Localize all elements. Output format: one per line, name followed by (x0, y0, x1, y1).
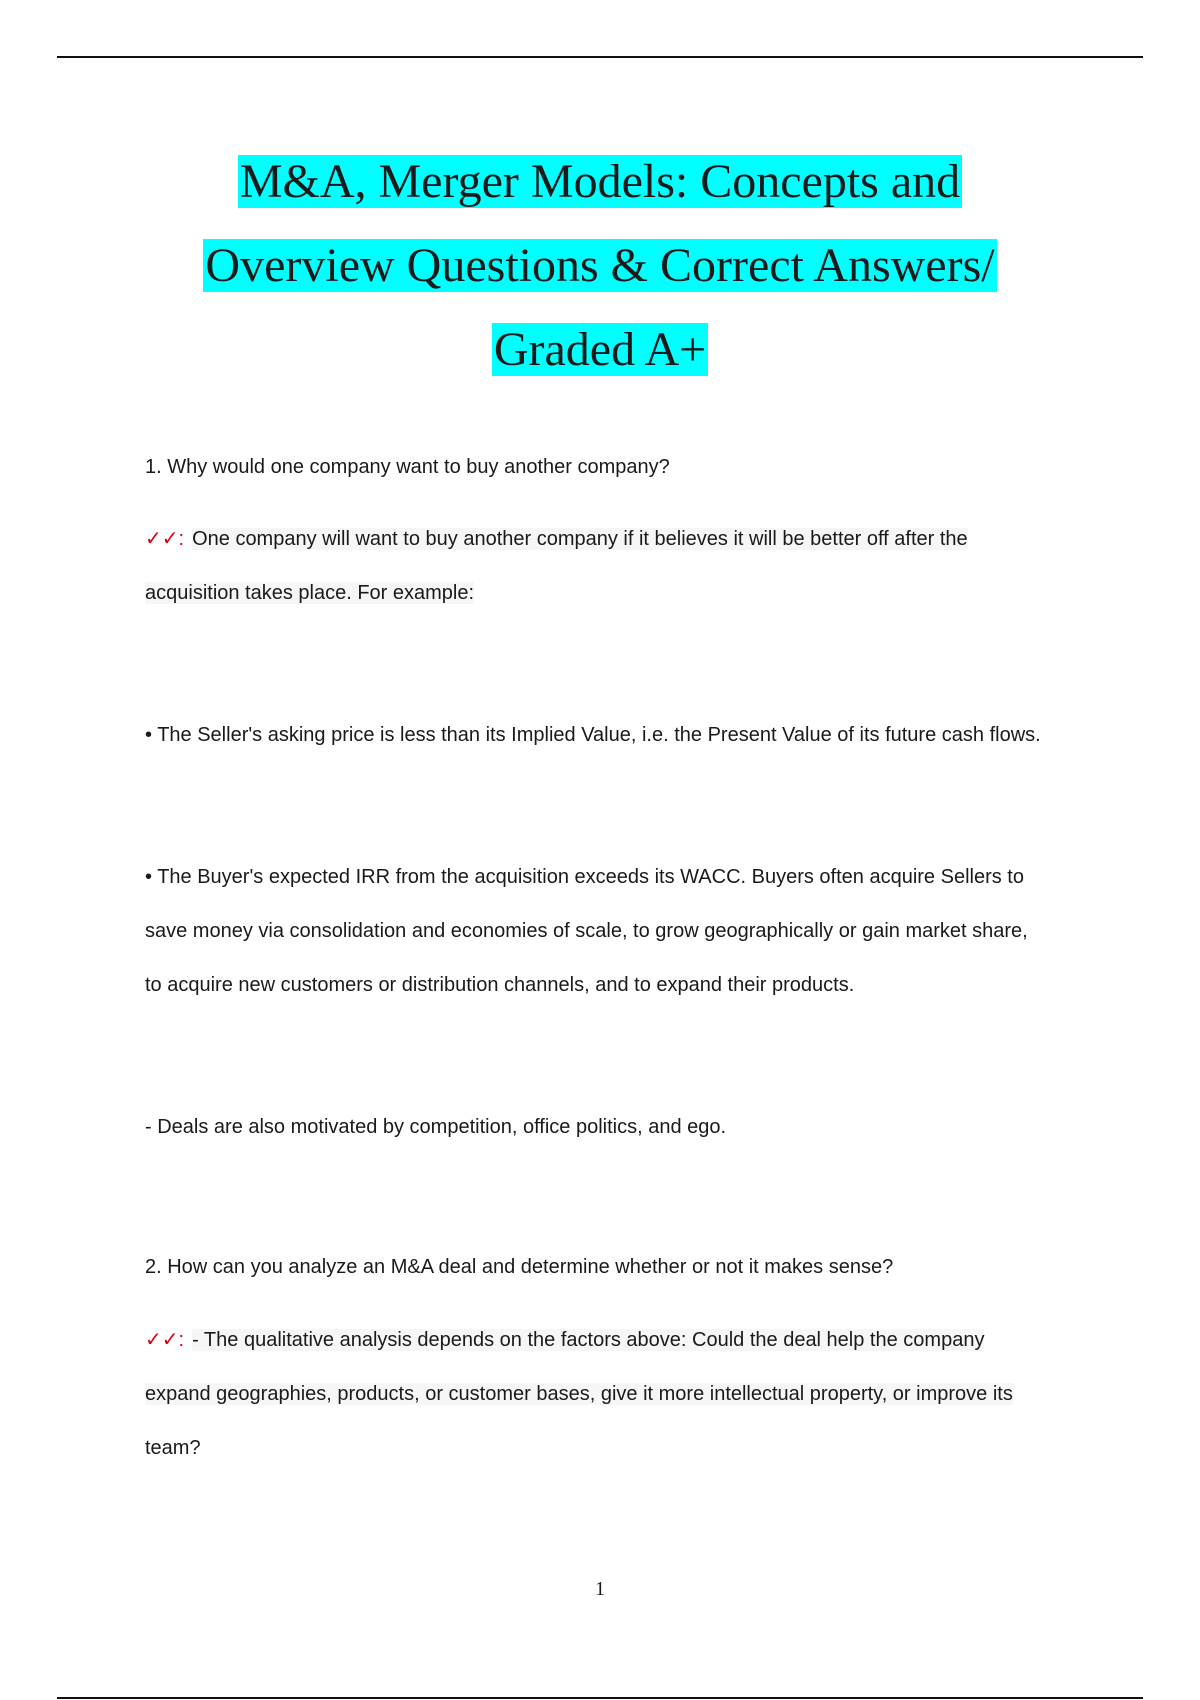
answer-2-line-2: expand geographies, products, or customer bases, give it more intellectual property, or improve its (145, 1383, 1013, 1405)
question-1: 1. Why would one company want to buy another company? (145, 456, 670, 478)
answer-1-line-2: acquisition takes place. For example: (145, 582, 475, 604)
answer-1-note: - Deals are also motivated by competition, office politics, and ego. (145, 1116, 727, 1138)
bullet-2-line-3: to acquire new customers or distribution channels, and to expand their products. (145, 974, 855, 996)
answer-1 (145, 512, 1065, 620)
title-line-1: M&A, Merger Models: Concepts and (239, 155, 961, 208)
title-line-2: Overview Questions & Correct Answers/ (205, 239, 995, 292)
answer-1-line-1: One company will want to buy another company if it believes it will be better off after the (192, 528, 968, 550)
answer-1-bullet-2 (145, 850, 1065, 1012)
double-check-icon: ✓✓: (145, 1329, 185, 1351)
question-2: 2. How can you analyze an M&A deal and determine whether or not it makes sense? (145, 1256, 894, 1278)
answer-2-line-3: team? (145, 1437, 201, 1459)
document-title (0, 140, 1200, 392)
double-check-icon: ✓✓: (145, 528, 185, 550)
answer-2-line-1: - The qualitative analysis depends on the factors above: Could the deal help the company (192, 1329, 985, 1351)
answer-2 (145, 1313, 1065, 1475)
bullet-2-line-2: save money via consolidation and economies of scale, to grow geographically or gain market share, (145, 920, 1028, 942)
page-number: 1 (595, 1578, 605, 1600)
answer-1-bullet-1: • The Seller's asking price is less than its Implied Value, i.e. the Present Value of its future cash flows. (145, 724, 1041, 746)
bottom-rule (57, 1697, 1143, 1699)
title-line-3: Graded A+ (493, 323, 707, 376)
bullet-2-line-1: • The Buyer's expected IRR from the acquisition exceeds its WACC. Buyers often acquire Sellers to (145, 866, 1024, 888)
top-rule (57, 56, 1143, 58)
